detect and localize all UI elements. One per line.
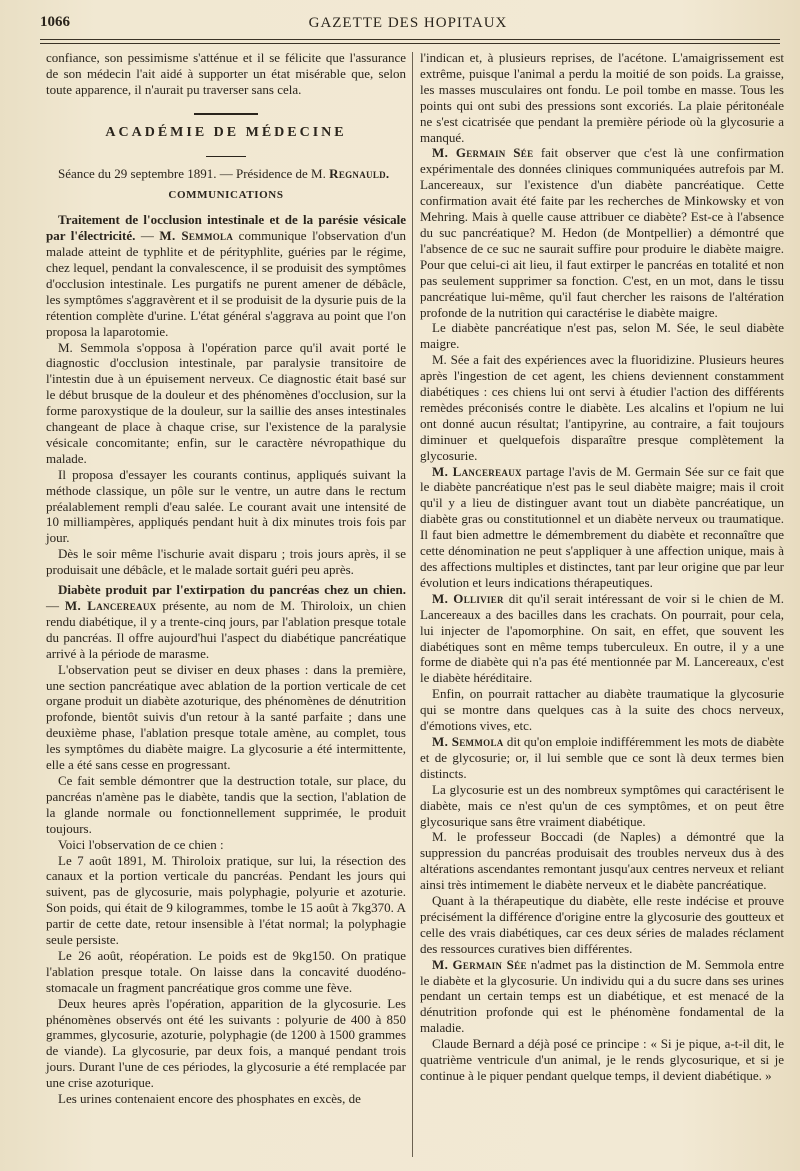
- paragraph-text: dit qu'il serait intéressant de voir si le chien de M. Lancereaux a des bacilles dans les crachats. On pourrait, pour cela, lui injecter de l'apomorphine. On sait, en effet, que souvent les diabétiques sont en même temps tuberculeux. En outre, il y a une forme de diabète qui n'a pas été mentionnée par M. Lancereaux, c'est le diabète héréditaire.: [420, 590, 784, 686]
- paragraph-text: partage l'avis de M. Germain Sée sur ce fait que le diabète pancréatique n'est pas le seul diabète maigre; mais il croit qu'il y a lieu de distinguer avant tout un diabète pancréatique, un diabète gras ou constitutionnel et un diabète nerveux ou traumatique. Il faut bien admettre le démembrement du diabète et reconnaître que cette dénomination ne peut s'appliquer à une affection unique, mais à des affections multiples et distinctes, tant par leur origine que par leur évolution et leurs indications thérapeutiques.: [420, 463, 784, 590]
- article-paragraph: Diabète produit par l'extirpation du pancréas chez un chien. — M. Lancereaux présente, au nom de M. Thiroloix, un chien rendu diabétique, il y a trente-cinq jours, par l'ablation presque totale du pancréas. Il offre aujourd'hui l'aspect du diabétique pancréatique arrivé à la période de marasme.: [46, 582, 407, 661]
- section-heading: ACADÉMIE DE MÉDECINE: [105, 124, 347, 140]
- page-header: [28, 10, 788, 40]
- right-column: [420, 50, 784, 1084]
- author-name: M. Germain Sée: [432, 956, 527, 972]
- paragraph-text: n'admet pas la distinction de M. Semmola entre le diabète et la glycosurie. Un individu qui a du sucre dans ses urines pendant un certain temps est un diabétique, et est menacé de la dénutrition profonde qui est le phénomène fondamental de la maladie.: [420, 956, 784, 1036]
- author-name: M. Lancereaux: [64, 598, 157, 613]
- paragraph: Deux heures après l'opération, apparition de la glycosurie. Les phénomènes observés ont été les suivants : polyurie de 400 à 850 grammes, glycosurie, azoturie, polyphagie (de 1200 à 1500 grammes de viande). La glycosurie, par deux fois, a manqué pendant trois jours. Durant l'une de ces périodes, la glycosurie a été remplacée par une crise azoturique.: [46, 995, 406, 1091]
- session-president: Regnauld.: [329, 166, 390, 182]
- paragraph: M. le professeur Boccadi (de Naples) a démontré que la suppression du pancréas produisait des troubles nerveux dus à des altérations ascendantes remontant jusqu'aux centres nerveux et reliant ainsi très intimement le diabète nerveux et le diabète pancréatique.: [420, 829, 784, 893]
- article-text: présente, au nom de M. Thiroloix, un chien rendu diabétique, il y a trente-cinq jours, par l'ablation presque totale du pancréas. Il offre aujourd'hui l'aspect du diabétique pancréatique arrivé à la période de marasme.: [46, 598, 407, 661]
- header-rule: [40, 39, 780, 40]
- paragraph: Le diabète pancréatique n'est pas, selon M. Sée, le seul diabète maigre.: [420, 320, 784, 352]
- paragraph-text: dit qu'on emploie indifféremment les mots de diabète et de glycosurie; or, il lui semble que ce sont là deux termes bien distincts.: [420, 733, 784, 781]
- paragraph: Voici l'observation de ce chien :: [58, 836, 224, 852]
- paragraph: Quant à la thérapeutique du diabète, elle reste indécise et prouve précisément la différence d'origine entre la glycosurie des goutteux et celle des vrais diabétiques, car ces deux séries de malades réclament des ressources curatives bien différentes.: [420, 893, 784, 956]
- session-text: Séance du 29 septembre 1891. — Présidence de M.: [58, 166, 330, 182]
- author-name: M. Lancereaux: [432, 463, 522, 479]
- ornament-separator: [46, 103, 406, 119]
- paragraph: Enfin, on pourrait rattacher au diabète traumatique la glycosurie qui se montre dans quelques cas à la suite des chocs nerveux, d'émotions vives, etc.: [420, 686, 784, 734]
- left-column: [46, 50, 406, 1107]
- article-title: Diabète produit par l'extirpation du pancréas chez un chien.: [58, 582, 406, 598]
- paragraph: Le 26 août, réopération. Le poids est de 9kg150. On pratique l'ablation presque totale. On laisse dans la concavité duodéno-stomacale un fragment pancréatique gros comme une fève.: [46, 947, 406, 995]
- paragraph: [420, 145, 784, 320]
- paragraph: Les urines contenaient encore des phosphates en excès, de: [58, 1091, 361, 1107]
- paragraph: l'indican et, à plusieurs reprises, de l'acétone. L'amaigrissement est extrême, puisque l'animal a perdu la moitié de son poids. La graisse, les masses musculaires ont fondu. Le poil tombe en masse. Tous les points qui ont subi des pressions sont excoriés. La plaie péritonéale ne s'est cicatrisée que pendant la première période où la glycosurie a manqué.: [420, 50, 784, 145]
- paragraph: Ce fait semble démontrer que la destruction totale, sur place, du pancréas n'amène pas le diabète, tandis que la section, l'ablation de la glande normale ou fonctionnellement supprimée, le produit toujours.: [46, 772, 406, 836]
- author-name: M. Germain Sée: [432, 145, 534, 161]
- paragraph: Claude Bernard a déjà posé ce principe : « Si je pique, a-t-il dit, le quatrième ventricule d'un animal, je le rends glycosurique, et si je continue à le piquer pendant quelque temps, il devient diabétique. »: [420, 1036, 784, 1083]
- communications-heading: COMMUNICATIONS: [168, 189, 284, 202]
- paragraph: Dès le soir même l'ischurie avait disparu ; trois jours après, il se produisait une débâcle, et le malade sortait guéri peu après.: [46, 546, 406, 578]
- paragraph: M. Semmola s'opposa à l'opération parce qu'il avait porté le diagnostic d'occlusion intestinale, par paralysie transitoire de l'intestin due à un épuisement nerveux. Ce diagnostic était basé sur le début brusque de la douleur et des phénomènes d'occlusion, sur la forme paroxystique de la douleur, sur la saillie des anses intestinales changeant de place à chaque crise, sur l'existence de la paralysie vésicale concomitante; enfin, sur le caractère névropathique du malade.: [46, 339, 406, 466]
- column-divider: [412, 52, 413, 1157]
- article-text: communique l'observation d'un malade atteint de typhlite et de pérityphlite, guéries par le régime, chez lequel, pendant la convalescence, il se produisit des symptômes d'occlusion intestinale. Les purgatifs ne purent amener de débâcle, les symptômes s'aggravèrent et il se produisit de la dysurie puis de la rétention complète d'urine. L'état général s'aggrava au point que l'on proposa la laparotomie.: [46, 228, 407, 339]
- paragraph: [420, 591, 784, 686]
- author-name: M. Semmola: [432, 733, 504, 749]
- paragraph: confiance, son pessimisme s'atténue et il se félicite que l'assurance de son médecin l'ait aidé à supporter un état misérable que, selon toute apparence, il n'aurait pu traverser sans cela.: [46, 50, 406, 97]
- paragraph: Le 7 août 1891, M. Thiroloix pratique, sur lui, la résection des canaux et la portion verticale du pancréas. Pendant les jours qui suivent, pas de glycosurie, mais polyphagie, polyurie et azoturie. Son poids, qui était de 9 kilogrammes, tombe le 15 août à 7kg370. A partir de cette date, retour insensible à l'état normal; la polyphagie seule persiste.: [46, 852, 406, 948]
- paragraph: [420, 734, 784, 782]
- paragraph: [420, 464, 784, 591]
- paragraph: La glycosurie est un des nombreux symptômes qui caractérisent le diabète, mais ce n'est qu'un de ces symptômes, et on peut être glycosurique sans être vraiment diabétique.: [420, 781, 784, 829]
- article-title: Traitement de l'occlusion intestinale et de la parésie vésicale par l'électricité.: [46, 212, 406, 244]
- paragraph-text: fait observer que c'est là une confirmation expérimentale des données cliniques communiquées autrefois par M. Lancereaux, sur l'existence d'un diabète pancréatique. Cette confirmation avait été faite par les recherches de Minkowsky et von Mehring. Mais à quelle cause attribuer ce diabète? Est-ce à l'absence du suc pancréatique? M. Hedon (de Montpellier) a démontré que l'absence de ce suc ne saurait suffire pour produire le diabète maigre. Pour que celui-ci ait lieu, il faut extirper le pancréas en totalité et non pas seulement supprimer sa fonction. C'est, en un mot, dans le tissu pancréatique lui-même, qu'il faut chercher les raisons de l'altération profonde de la nutrition qui caractérise le diabète maigre.: [420, 145, 784, 320]
- paragraph: [420, 957, 784, 1037]
- page-number: 1066: [40, 14, 70, 30]
- session-line: [46, 166, 406, 182]
- short-rule: [46, 145, 406, 161]
- author-name: M. Semmola: [159, 228, 234, 244]
- paragraph: M. Sée a fait des expériences avec la fluoridizine. Plusieurs heures après l'ingestion de cet agent, les chiens deviennent constamment diabétiques : ces chiens lui ont servi à étudier l'action des différents remèdes préconisés contre le diabète. Les alcalins et l'opium ne lui ont donné aucun résultat; l'antipyrine, au contraire, a fait toujours diminuer et quelquefois disparaître presque complètement la glycosurie.: [420, 352, 784, 463]
- header-rule-thin: [40, 43, 780, 44]
- article-paragraph: Traitement de l'occlusion intestinale et de la parésie vésicale par l'électricité. — M. Semmola communique l'observation d'un malade atteint de typhlite et de pérityphlite, guéries par le régime, chez lequel, pendant la convalescence, il se produisit des symptômes d'occlusion intestinale. Les purgatifs ne purent amener de débâcle, les symptômes s'aggravèrent et il se produisit de la dysurie puis de la rétention complète d'urine. L'état général s'aggrava au point que l'on proposa la laparotomie.: [46, 212, 407, 339]
- publication-title: GAZETTE DES HOPITAUX: [308, 15, 508, 31]
- paragraph: Il proposa d'essayer les courants continus, appliqués suivant la méthode classique, un pôle sur le ventre, un autre dans le rectum préalablement rempli d'eau salée. Le courant avait une intensité de 10 milliampères, appliqués pendant huit à dix minutes trois fois par jour.: [46, 466, 406, 546]
- author-name: M. Ollivier: [432, 590, 504, 606]
- paragraph: L'observation peut se diviser en deux phases : dans la première, une section pancréatique avec ablation de la portion verticale de cet organe produit un diabète azoturique, des phénomènes de dénutrition profonde, bientôt suivis d'un retour à la santé parfaite ; dans une deuxième phase, l'ablation presque totale amène, au complet, tous les symptômes du diabète maigre. La glycosurie a été intermittente, elle a été sans cesse en progressant.: [46, 661, 406, 773]
